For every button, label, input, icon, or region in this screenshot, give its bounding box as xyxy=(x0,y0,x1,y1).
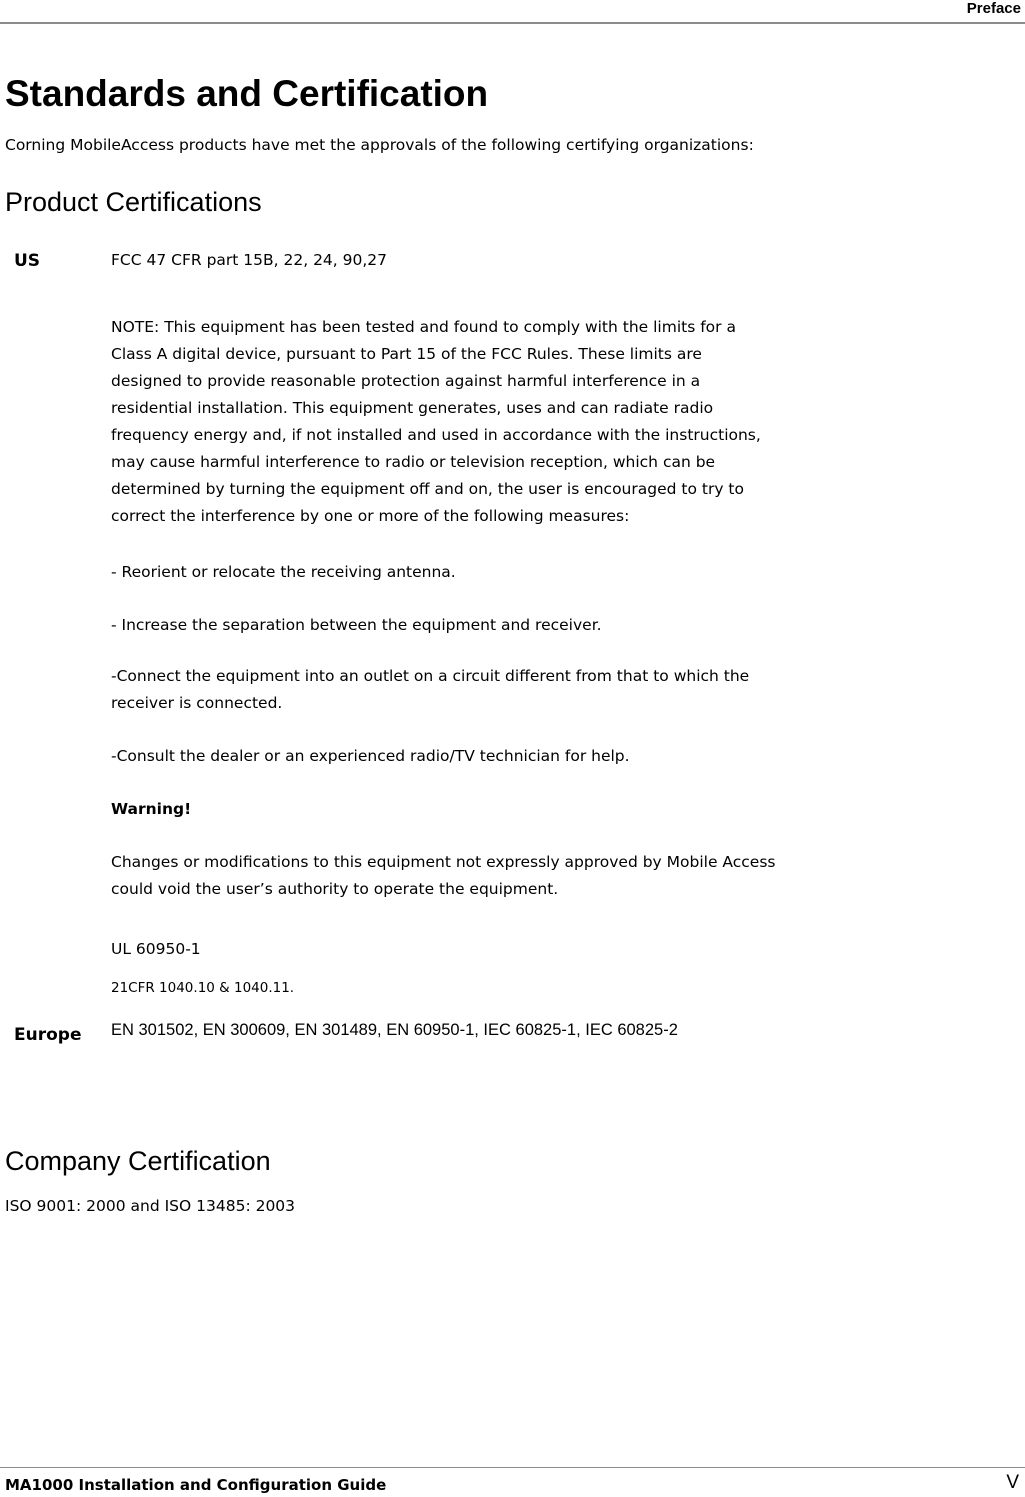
warning-line: Changes or modifications to this equipment not expressly approved by Mobile Access xyxy=(111,853,776,871)
note-line: frequency energy and, if not installed and used in accordance with the instructions, xyxy=(111,426,761,444)
intro-paragraph: Corning MobileAccess products have met the approvals of the following certifying organizations: xyxy=(5,136,754,154)
measure-outlet-line: receiver is connected. xyxy=(111,694,283,712)
section-label: Preface xyxy=(966,0,1021,17)
guide-title: MA1000 Installation and Configuration Guide xyxy=(5,1476,387,1494)
fcc-note-paragraph xyxy=(111,314,901,530)
measure-reorient: - Reorient or relocate the receiving antenna. xyxy=(111,563,456,581)
europe-standards: EN 301502, EN 300609, EN 301489, EN 60950-1, IEC 60825-1, IEC 60825-2 xyxy=(111,1021,678,1039)
us-fcc-standard: FCC 47 CFR part 15B, 22, 24, 90,27 xyxy=(111,251,388,269)
region-europe-label: Europe xyxy=(14,1025,82,1045)
page-title: Standards and Certification xyxy=(5,73,489,114)
note-line: residential installation. This equipment generates, uses and can radiate radio xyxy=(111,399,714,417)
measure-separation: - Increase the separation between the equipment and receiver. xyxy=(111,616,602,634)
note-line: designed to provide reasonable protection against harmful interference in a xyxy=(111,372,701,390)
note-line: determined by turning the equipment off and on, the user is encouraged to try to xyxy=(111,480,744,498)
note-line: correct the interference by one or more of the following measures: xyxy=(111,507,630,525)
page-footer xyxy=(0,1467,1025,1497)
region-us-label: US xyxy=(14,251,41,271)
cfr-standard: 21CFR 1040.10 & 1040.11. xyxy=(111,980,295,996)
measure-outlet-line: -Connect the equipment into an outlet on a circuit different from that to which the xyxy=(111,667,750,685)
measure-consult: -Consult the dealer or an experienced radio/TV technician for help. xyxy=(111,747,630,765)
warning-paragraph xyxy=(111,849,901,903)
company-certification-heading: Company Certification xyxy=(5,1146,271,1176)
page-number: V xyxy=(1006,1472,1019,1493)
warning-line: could void the user’s authority to operate the equipment. xyxy=(111,880,559,898)
note-line: may cause harmful interference to radio or television reception, which can be xyxy=(111,453,716,471)
note-line: NOTE: This equipment has been tested and found to comply with the limits for a xyxy=(111,318,736,336)
measure-outlet xyxy=(111,663,901,717)
company-certification-text: ISO 9001: 2000 and ISO 13485: 2003 xyxy=(5,1197,296,1215)
note-line: Class A digital device, pursuant to Part 15 of the FCC Rules. These limits are xyxy=(111,345,702,363)
product-certifications-heading: Product Certifications xyxy=(5,187,262,217)
warning-label: Warning! xyxy=(111,800,192,818)
page-header xyxy=(0,0,1025,24)
ul-standard: UL 60950-1 xyxy=(111,940,201,958)
